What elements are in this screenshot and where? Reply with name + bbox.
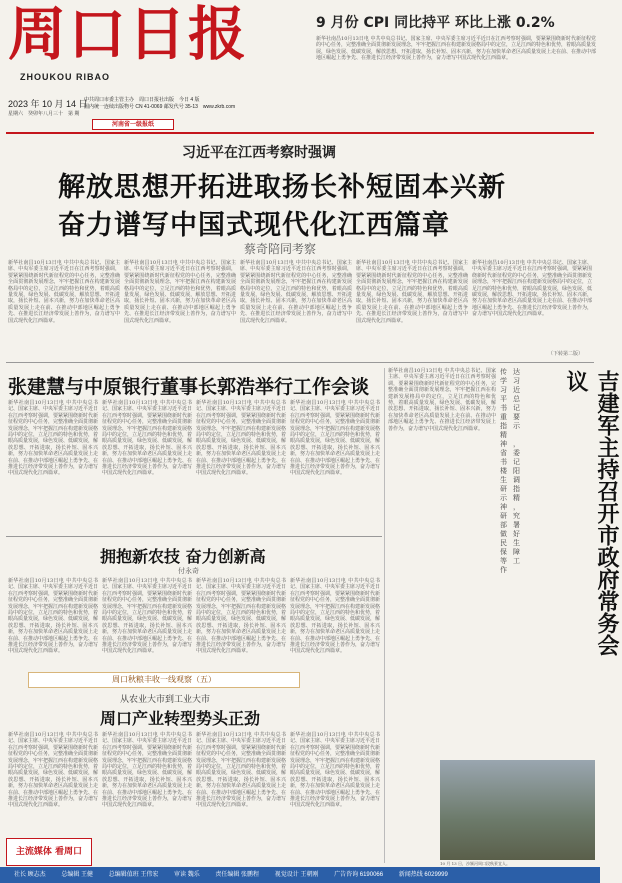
series-banner: 周口秋粮丰收一线观察（五） bbox=[28, 672, 300, 688]
story3-headline: 拥抱新农技 奋力创新高 bbox=[100, 547, 266, 566]
story4-headline: 周口产业转型势头正劲 bbox=[100, 709, 261, 728]
masthead-pinyin: ZHOUKOU RIBAO bbox=[20, 72, 110, 82]
provincial-badge: 河南省一级报纸 bbox=[92, 119, 174, 130]
story3-body-col-2: 新华社南昌10月13日电 中共中央总书记、国家主席、中央军委主席习近平近日在江西考察时强调，要紧紧围绕新时代新征程党的中心任务，完整准确全面贯彻新发展理念，牢牢把握江西在构建新发展格局中的定位，立足江西的特色和优势，着眼高质量发展，绿色发展、低碳发展，解放思想、开拓进取，扬长补短、固本兴新，努力在加快革命老区高质量发展上走在前、在推动中部地区崛起上勇争先、在推进长江经济带发展上善作为，奋力谱写中国式现代化江西篇章。 bbox=[102, 578, 193, 655]
lead-continued-note: （下转第二版） bbox=[548, 351, 584, 357]
story4-kicker: 从农业大市到工业大市 bbox=[120, 695, 211, 705]
footer-item: 责任编辑 张鹏程 bbox=[215, 872, 260, 878]
story2-body-col-4: 新华社南昌10月13日电 中共中央总书记、国家主席、中央军委主席习近平近日在江西考察时强调，要紧紧围绕新时代新征程党的中心任务，完整准确全面贯彻新发展理念，牢牢把握江西在构建新发展格局中的定位，立足江西的特色和优势，着眼高质量发展，绿色发展、低碳发展，解放思想、开拓进取，扬长补短、固本兴新，努力在加快革命老区高质量发展上走在前、在推动中部地区崛起上勇争先、在推进长江经济带发展上善作为，奋力谱写中国式现代化江西篇章。 bbox=[290, 400, 381, 477]
story4-body-col-4: 新华社南昌10月13日电 中共中央总书记、国家主席、中央军委主席习近平近日在江西考察时强调，要紧紧围绕新时代新征程党的中心任务，完整准确全面贯彻新发展理念，牢牢把握江西在构建新发展格局中的定位，立足江西的特色和优势，着眼高质量发展，绿色发展、低碳发展，解放思想、开拓进取，扬长补短、固本兴新，努力在加快革命老区高质量发展上走在前、在推动中部地区崛起上勇争先、在推进长江经济带发展上善作为，奋力谱写中国式现代化江西篇章。 bbox=[290, 732, 381, 809]
lead-body-col-5: 新华社南昌10月13日电 中共中央总书记、国家主席、中央军委主席习近平近日在江西考察时强调，要紧紧围绕新时代新征程党的中心任务，完整准确全面贯彻新发展理念，牢牢把握江西在构建新发展格局中的定位，立足江西的特色和优势，着眼高质量发展，绿色发展、低碳发展，解放思想、开拓进取，扬长补短、固本兴新，努力在加快革命老区高质量发展上走在前、在推动中部地区崛起上勇争先、在推进长江经济带发展上善作为，奋力谱写中国式现代化江西篇章。 bbox=[472, 260, 593, 318]
story4-body-col-1: 新华社南昌10月13日电 中共中央总书记、国家主席、中央军委主席习近平近日在江西考察时强调，要紧紧围绕新时代新征程党的中心任务，完整准确全面贯彻新发展理念，牢牢把握江西在构建新发展格局中的定位，立足江西的特色和优势，着眼高质量发展，绿色发展、低碳发展，解放思想、开拓进取，扬长补短、固本兴新，努力在加快革命老区高质量发展上走在前、在推动中部地区崛起上勇争先、在推进长江经济带发展上善作为，奋力谱写中国式现代化江西篇章。 bbox=[8, 732, 99, 809]
story3-body-col-4: 新华社南昌10月13日电 中共中央总书记、国家主席、中央军委主席习近平近日在江西考察时强调，要紧紧围绕新时代新征程党的中心任务，完整准确全面贯彻新发展理念，牢牢把握江西在构建新发展格局中的定位，立足江西的特色和优势，着眼高质量发展，绿色发展、低碳发展，解放思想、开拓进取，扬长补短、固本兴新，努力在加快革命老区高质量发展上走在前、在推动中部地区崛起上勇争先、在推进长江经济带发展上善作为，奋力谱写中国式现代化江西篇章。 bbox=[290, 578, 381, 655]
lead-kicker: 习近平在江西考察时强调 bbox=[182, 145, 336, 161]
footer-item: 社长 顾志杰 bbox=[14, 872, 46, 878]
issue-lunar: 星期六 癸卯年八月三十 第 期 bbox=[8, 111, 80, 117]
story2-headline: 张建慧与中原银行董事长郭浩举行工作会谈 bbox=[8, 376, 370, 398]
footer-item: 审读 魏乐 bbox=[174, 872, 200, 878]
story4-body-col-2: 新华社南昌10月13日电 中共中央总书记、国家主席、中央军委主席习近平近日在江西考察时强调，要紧紧围绕新时代新征程党的中心任务，完整准确全面贯彻新发展理念，牢牢把握江西在构建新发展格局中的定位，立足江西的特色和优势，着眼高质量发展，绿色发展、低碳发展，解放思想、开拓进取，扬长补短、固本兴新，努力在加快革命老区高质量发展上走在前、在推动中部地区崛起上勇争先、在推进长江经济带发展上善作为，奋力谱写中国式现代化江西篇章。 bbox=[102, 732, 193, 809]
lead-body-col-4: 新华社南昌10月13日电 中共中央总书记、国家主席、中央军委主席习近平近日在江西考察时强调，要紧紧围绕新时代新征程党的中心任务，完整准确全面贯彻新发展理念，牢牢把握江西在构建新发展格局中的定位，立足江西的特色和优势，着眼高质量发展，绿色发展、低碳发展，解放思想、开拓进取，扬长补短、固本兴新，努力在加快革命老区高质量发展上走在前、在推动中部地区崛起上勇争先、在推进长江经济带发展上善作为，奋力谱写中国式现代化江西篇章。 bbox=[356, 260, 468, 324]
footer-item: 总编辑值班 王伟宏 bbox=[108, 872, 159, 878]
publisher-info: 中共周口市委主管主办 周口日报社出版 今日 4 版 bbox=[84, 97, 200, 103]
story4-body-col-3: 新华社南昌10月13日电 中共中央总书记、国家主席、中央军委主席习近平近日在江西考察时强调，要紧紧围绕新时代新征程党的中心任务，完整准确全面贯彻新发展理念，牢牢把握江西在构建新发展格局中的定位，立足江西的特色和优势，着眼高质量发展，绿色发展、低碳发展，解放思想、开拓进取，扬长补短、固本兴新，努力在加快革命老区高质量发展上走在前、在推动中部地区崛起上勇争先、在推进长江经济带发展上善作为，奋力谱写中国式现代化江西篇章。 bbox=[196, 732, 287, 809]
media-box bbox=[6, 838, 92, 866]
story2-body-col-2: 新华社南昌10月13日电 中共中央总书记、国家主席、中央军委主席习近平近日在江西考察时强调，要紧紧围绕新时代新征程党的中心任务，完整准确全面贯彻新发展理念，牢牢把握江西在构建新发展格局中的定位，立足江西的特色和优势，着眼高质量发展，绿色发展、低碳发展，解放思想、开拓进取，扬长补短、固本兴新，努力在加快革命老区高质量发展上走在前、在推动中部地区崛起上勇争先、在推进长江经济带发展上善作为，奋力谱写中国式现代化江西篇章。 bbox=[102, 400, 193, 477]
masthead-title: 周口日报 bbox=[8, 0, 249, 68]
cpi-headline: 9 月份 CPI 同比持平 环比上涨 0.2% bbox=[316, 15, 555, 31]
cpi-body: 新华社南昌10月13日电 中共中央总书记、国家主席、中央军委主席习近平近日在江西考察时强调，要紧紧围绕新时代新征程党的中心任务，完整准确全面贯彻新发展理念，牢牢把握江西在构建新发展格局中的定位，立足江西的特色和优势，着眼高质量发展，绿色发展、低碳发展，解放思想、开拓进取，扬长补短、固本兴新，努力在加快革命老区高质量发展上走在前、在推动中部地区崛起上勇争先、在推进长江经济带发展上善作为，奋力谱写中国式现代化江西篇章。 bbox=[316, 36, 597, 62]
lead-byline: 蔡奇陪同考察 bbox=[244, 242, 317, 256]
lead-headline-1: 解放思想开拓进取扬长补短固本兴新 bbox=[58, 172, 506, 203]
lead-headline-2: 奋力谱写中国式现代化江西篇章 bbox=[58, 210, 450, 241]
river-photo bbox=[440, 760, 595, 860]
footer-item: 视觉设计 王朝刚 bbox=[274, 872, 319, 878]
story3-byline: 付永奇 bbox=[178, 567, 199, 575]
lead-body-col-2: 新华社南昌10月13日电 中共中央总书记、国家主席、中央军委主席习近平近日在江西考察时强调，要紧紧围绕新时代新征程党的中心任务，完整准确全面贯彻新发展理念，牢牢把握江西在构建新发展格局中的定位，立足江西的特色和优势，着眼高质量发展，绿色发展、低碳发展，解放思想、开拓进取，扬长补短、固本兴新，努力在加快革命老区高质量发展上走在前、在推动中部地区崛起上勇争先、在推进长江经济带发展上善作为，奋力谱写中国式现代化江西篇章。 bbox=[124, 260, 236, 324]
footer-bar bbox=[0, 867, 600, 883]
issue-date: 2023 年 10 月 14 日 bbox=[8, 99, 88, 109]
side-body: 新华社南昌10月13日电 中共中央总书记、国家主席、中央军委主席习近平近日在江西考察时强调，要紧紧围绕新时代新征程党的中心任务，完整准确全面贯彻新发展理念，牢牢把握江西在构建新发展格局中的定位，立足江西的特色和优势，着眼高质量发展，绿色发展、低碳发展，解放思想、开拓进取，扬长补短、固本兴新，努力在加快革命老区高质量发展上走在前、在推动中部地区崛起上勇争先、在推进长江经济带发展上善作为，奋力谱写中国式现代化江西篇章。 bbox=[388, 368, 496, 432]
story3-body-col-3: 新华社南昌10月13日电 中共中央总书记、国家主席、中央军委主席习近平近日在江西考察时强调，要紧紧围绕新时代新征程党的中心任务，完整准确全面贯彻新发展理念，牢牢把握江西在构建新发展格局中的定位，立足江西的特色和优势，着眼高质量发展，绿色发展、低碳发展，解放思想、开拓进取，扬长补短、固本兴新，努力在加快革命老区高质量发展上走在前、在推动中部地区崛起上勇争先、在推进长江经济带发展上善作为，奋力谱写中国式现代化江西篇章。 bbox=[196, 578, 287, 655]
lead-body-col-3: 新华社南昌10月13日电 中共中央总书记、国家主席、中央军委主席习近平近日在江西考察时强调，要紧紧围绕新时代新征程党的中心任务，完整准确全面贯彻新发展理念，牢牢把握江西在构建新发展格局中的定位，立足江西的特色和优势，着眼高质量发展，绿色发展、低碳发展，解放思想、开拓进取，扬长补短、固本兴新，努力在加快革命老区高质量发展上走在前、在推动中部地区崛起上勇争先、在推进长江经济带发展上善作为，奋力谱写中国式现代化江西篇章。 bbox=[240, 260, 352, 324]
side-subhead: 传达学习习近平总书记重要指示精神，省委书记楼阳生调研指示精神，研究部署做好民生保障等工作 bbox=[500, 368, 520, 574]
photo-caption: 10 月 13 日，沙颍河周口段秋景宜人。 bbox=[440, 861, 510, 866]
footer-item: 总编辑 王健 bbox=[61, 872, 94, 878]
footer-item: 新闻热线 6029999 bbox=[398, 872, 448, 878]
story3-body-col-1: 新华社南昌10月13日电 中共中央总书记、国家主席、中央军委主席习近平近日在江西考察时强调，要紧紧围绕新时代新征程党的中心任务，完整准确全面贯彻新发展理念，牢牢把握江西在构建新发展格局中的定位，立足江西的特色和优势，着眼高质量发展，绿色发展、低碳发展，解放思想、开拓进取，扬长补短、固本兴新，努力在加快革命老区高质量发展上走在前、在推动中部地区崛起上勇争先、在推进长江经济带发展上善作为，奋力谱写中国式现代化江西篇章。 bbox=[8, 578, 99, 655]
media-label: 主流媒体 看周口 bbox=[15, 847, 83, 857]
lead-body-col-1: 新华社南昌10月13日电 中共中央总书记、国家主席、中央军委主席习近平近日在江西考察时强调，要紧紧围绕新时代新征程党的中心任务，完整准确全面贯彻新发展理念，牢牢把握江西在构建新发展格局中的定位，立足江西的特色和优势，着眼高质量发展，绿色发展、低碳发展，解放思想、开拓进取，扬长补短、固本兴新，努力在加快革命老区高质量发展上走在前、在推动中部地区崛起上勇争先、在推进长江经济带发展上善作为，奋力谱写中国式现代化江西篇章。 bbox=[8, 260, 120, 324]
issn-info: 国内统一连续出版物号 CN 41-0069 邮发代号 35-13 www.zkrb.com bbox=[84, 104, 236, 110]
footer-item: 广告咨询 6190066 bbox=[334, 872, 384, 878]
story2-body-col-3: 新华社南昌10月13日电 中共中央总书记、国家主席、中央军委主席习近平近日在江西考察时强调，要紧紧围绕新时代新征程党的中心任务，完整准确全面贯彻新发展理念，牢牢把握江西在构建新发展格局中的定位，立足江西的特色和优势，着眼高质量发展，绿色发展、低碳发展，解放思想、开拓进取，扬长补短、固本兴新，努力在加快革命老区高质量发展上走在前、在推动中部地区崛起上勇争先、在推进长江经济带发展上善作为，奋力谱写中国式现代化江西篇章。 bbox=[196, 400, 287, 477]
side-headline: 吉建军主持召开市政府常务会议 bbox=[563, 370, 619, 656]
story2-body-col-1: 新华社南昌10月13日电 中共中央总书记、国家主席、中央军委主席习近平近日在江西考察时强调，要紧紧围绕新时代新征程党的中心任务，完整准确全面贯彻新发展理念，牢牢把握江西在构建新发展格局中的定位，立足江西的特色和优势，着眼高质量发展，绿色发展、低碳发展，解放思想、开拓进取，扬长补短、固本兴新，努力在加快革命老区高质量发展上走在前、在推动中部地区崛起上勇争先、在推进长江经济带发展上善作为，奋力谱写中国式现代化江西篇章。 bbox=[8, 400, 99, 477]
